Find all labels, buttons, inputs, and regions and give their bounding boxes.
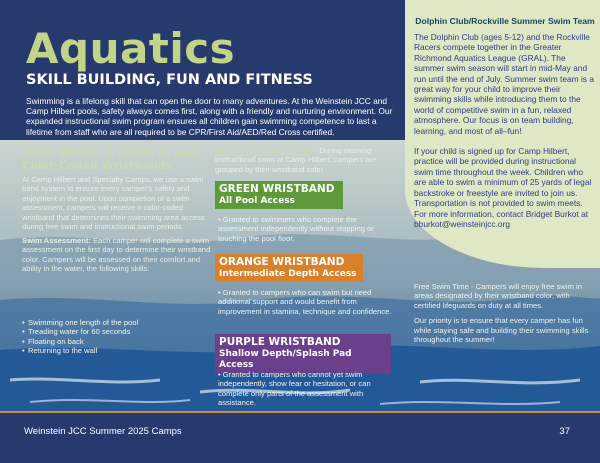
green-wristband-name: GREEN WRISTBAND bbox=[219, 183, 335, 195]
orange-wristband-label bbox=[215, 254, 363, 282]
page-footer bbox=[0, 411, 600, 463]
swim-team-body bbox=[414, 32, 594, 239]
free-swim-paragraph: Free Swim Time - Campers will enjoy free swim in areas designated by their wristband color, with certified lifeguards on duty at all times. bbox=[414, 282, 582, 310]
assessment-skills-list bbox=[22, 318, 212, 356]
list-item: • Treading water for 60 seconds bbox=[22, 327, 212, 336]
swim-assessment bbox=[22, 236, 212, 274]
periods-text: - During morning instructional swim at Camp Hilbert, campers are grouped by their wristband color. bbox=[215, 146, 377, 174]
list-item: • Floating on back bbox=[22, 337, 212, 346]
periods-title: Instructional Swim Periods bbox=[215, 146, 313, 155]
list-item: • Returning to the wall bbox=[22, 346, 212, 355]
green-wristband-description: • Granted to swimmers who complete the assessment independently without stopping or touching the pool floor. bbox=[218, 215, 374, 243]
swim-assessment-text: Each camper will complete a swim assessment on the first day to determine their wristband color. Campers will be assessed on their comfort and ability in the water, the following skills: bbox=[22, 236, 211, 274]
list-item: • Swimming one length of the pool bbox=[22, 318, 212, 327]
instructional-swim-periods bbox=[215, 146, 395, 174]
swim-team-paragraph-1: The Dolphin Club (ages 5-12) and the Rockville Racers compete together in the Greater Richmond Aquatics League (GRAL). The summer swim season will start in mid-May and run until the end of July. Summer swim team is a great way for your child to improve their swimming skills while introducing them to the world of competitive swim in a fun, relaxed atmosphere. Our focus is on team building, learning, and most of all–fun! bbox=[414, 32, 594, 136]
purple-wristband-description: • Granted to campers who cannot yet swim independently, show fear or hesitation, or can complete only parts of the assessment with assistance. bbox=[218, 370, 371, 408]
priority-paragraph: Our priority is to ensure that every camper has fun while staying safe and building their swimming skills throughout the summer! bbox=[414, 316, 589, 345]
swim-assessment-title: Swim Assessment: bbox=[22, 236, 91, 245]
swim-bands-text: At Camp Hilbert and Specialty Camps, we use a swim band system to ensure every camper's safety and enjoyment in the pool. Upon completion of a swim assessment, campers will receive a color-coded wristband that determines their swimming area access during free swim and instructional swim periods. bbox=[22, 175, 205, 232]
swim-bands-heading: Swim Bands: A Guide to our Color-Coded Wristbands bbox=[22, 146, 196, 172]
swim-team-title: Dolphin Club/Rockville Summer Swim Team bbox=[415, 16, 595, 26]
swim-team-paragraph-2: If your child is signed up for Camp Hilbert, practice will be provided during instructional swim time throughout the week. Children who are able to swim a minimum of 25 yards of legal backstroke or freestyle are invited to join us. Transportation is not provided to swim meets. For more information, contact Bridget Burkot at bburkot@weinsteinjcc.org bbox=[414, 146, 592, 229]
green-wristband-access: All Pool Access bbox=[219, 195, 295, 206]
purple-wristband-name: PURPLE WRISTBAND bbox=[219, 336, 341, 348]
page-subtitle: SKILL BUILDING, FUN AND FITNESS bbox=[26, 72, 313, 88]
free-swim-section bbox=[414, 282, 594, 350]
footer-title: Weinstein JCC Summer 2025 Camps bbox=[24, 426, 182, 437]
page-title: Aquatics bbox=[26, 24, 236, 73]
orange-wristband-access: Intermediate Depth Access bbox=[219, 268, 357, 279]
green-wristband-label bbox=[215, 181, 343, 209]
purple-wristband-label bbox=[215, 334, 391, 373]
page-number: 37 bbox=[559, 426, 570, 437]
intro-paragraph: Swimming is a lifelong skill that can open the door to many adventures. At the Weinstein JCC and Camp Hilbert pools, safety always comes first, along with a friendly and nurturing environment. Our expanded instructional swim program ensures all children gain swimming competence to last a lifetime from staff who are all required to be CPR/First Aid/AED/Red Cross certified. bbox=[26, 96, 393, 137]
orange-wristband-name: ORANGE WRISTBAND bbox=[219, 256, 345, 268]
orange-wristband-description: • Granted to campers who can swim but need additional support and would benefit from improvement in stamina, technique and confidence. bbox=[218, 288, 392, 316]
purple-wristband-access: Shallow Depth/Splash Pad Access bbox=[219, 348, 352, 370]
